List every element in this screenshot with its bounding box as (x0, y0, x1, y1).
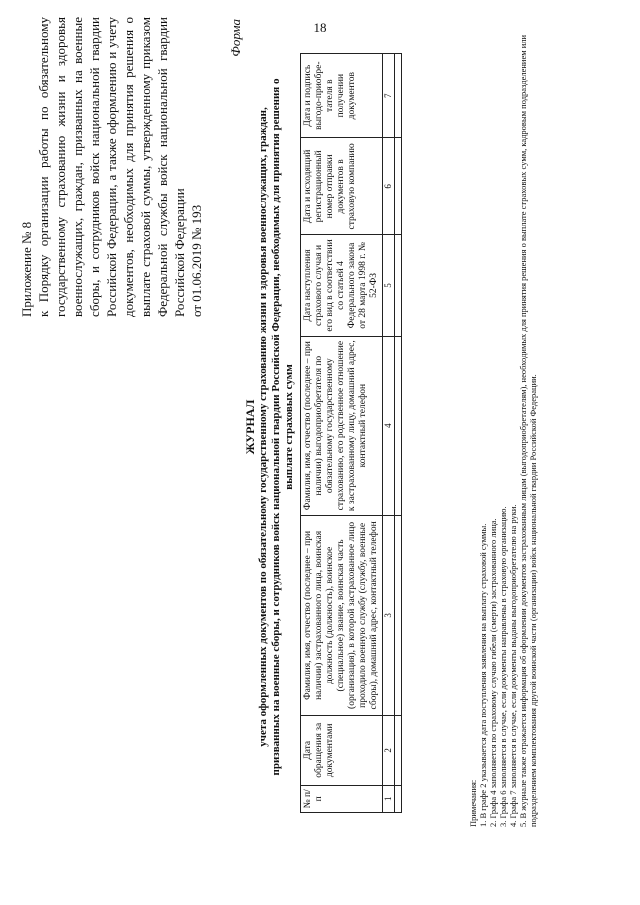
header-cell-insured-person: Фамилия, имя, отчество (последнее – при наличии) застрахованного лица, воинская должность (должность), воинское (специальное) звание, воинская часть (организация), в которой застрахованное лицо проходило военную службу (службу, военные сборы), домашний адрес, контактный телефон (301, 515, 383, 715)
note-item: 2. Графа 4 заполняется по страховому случаю гибели (смерти) застрахованного лица. (488, 518, 498, 827)
header-cell-beneficiary: Фамилия, имя, отчество (последнее – при наличии) выгодоприобретателя по обязательному государственному страхованию, его родственное отношение к застрахованному лицу, домашний адрес, контактный телефон (301, 336, 383, 515)
column-number: 3 (383, 515, 395, 715)
journal-title-line-3: выплате страховых сумм (283, 364, 295, 490)
empty-cell (395, 515, 402, 715)
column-number: 7 (383, 54, 395, 138)
forma-label: Форма (228, 19, 243, 57)
appendix-text: к Порядку организации работы по обязательному государственному страхованию жизни и здоровья военнослужащих, граждан, призванных на военные сборы, и сотрудников войск национальной гвардии Российской Федерации, а также оформлению и учету документов, необходимых для принятия решения о выплате страховой суммы, утвержденному приказом Федеральной службы войск национальной гвардии Российской Федерации (36, 17, 187, 317)
journal-title-line-1: учета оформленных документов по обязательному государственному страхованию жизни и здоровья военнослужащих, граждан, (257, 107, 269, 747)
journal-table (300, 53, 402, 813)
empty-cell (395, 336, 402, 515)
header-cell-number: № п/п (301, 785, 383, 812)
header-cell-dispatch: Дата и исходящий регистрационный номер отправки документов в страховую компанию (301, 138, 383, 235)
header-cell-insured-event: Дата наступления страхового случая и его вид в соответствии со статьей 4 Федерального закона от 28 марта 1998 г. № 52-ФЗ (301, 235, 383, 336)
note-item: 5. В журнале также отражается информация об оформлении документов застрахованным лицам (выгодоприобретателям), необходимых для принятия решения о выплате страховых сумм, кадровым подразделением или подразделением комплектования другой воинской части (организации) войск национальной гвардии Российской Федерации. (518, 34, 538, 827)
appendix-title: Приложение № 8 (19, 221, 34, 317)
note-item: 4. Графа 7 заполняется в случае, если документы выданы выгодоприобретателю на руки. (508, 504, 518, 827)
column-number: 6 (383, 138, 395, 235)
journal-word: ЖУРНАЛ (243, 399, 257, 455)
column-number: 4 (383, 336, 395, 515)
notes-heading: Примечания: (468, 779, 478, 827)
table-empty-row (395, 54, 402, 813)
empty-cell (395, 138, 402, 235)
page-number: 18 (313, 20, 327, 35)
journal-heading (244, 27, 296, 827)
header-cell-date-request: Дата обращения за документами (301, 716, 383, 786)
column-number: 1 (383, 785, 395, 812)
note-item: 1. В графе 2 указывается дата поступления заявления на выплату страховой суммы. (478, 523, 488, 827)
journal-title-line-2: призванных на военные сборы, и сотрудников войск национальной гвардии Российской Федерации, необходимых для принятия решения о (270, 78, 282, 776)
table-header-row (301, 54, 383, 813)
column-number: 5 (383, 235, 395, 336)
appendix-date: от 01.06.2019 № 193 (189, 204, 204, 317)
column-number: 2 (383, 716, 395, 786)
notes-block (468, 27, 538, 827)
empty-cell (395, 785, 402, 812)
empty-cell (395, 235, 402, 336)
empty-cell (395, 716, 402, 786)
table-column-numbers-row (383, 54, 395, 813)
header-cell-receipt: Дата и подпись выгодо-приобре-тателя в получении документов (301, 54, 383, 138)
appendix-block (18, 17, 205, 317)
empty-cell (395, 54, 402, 138)
note-item: 3. Графа 6 заполняется в случае, если документы направлены в страховую организацию. (498, 506, 508, 827)
